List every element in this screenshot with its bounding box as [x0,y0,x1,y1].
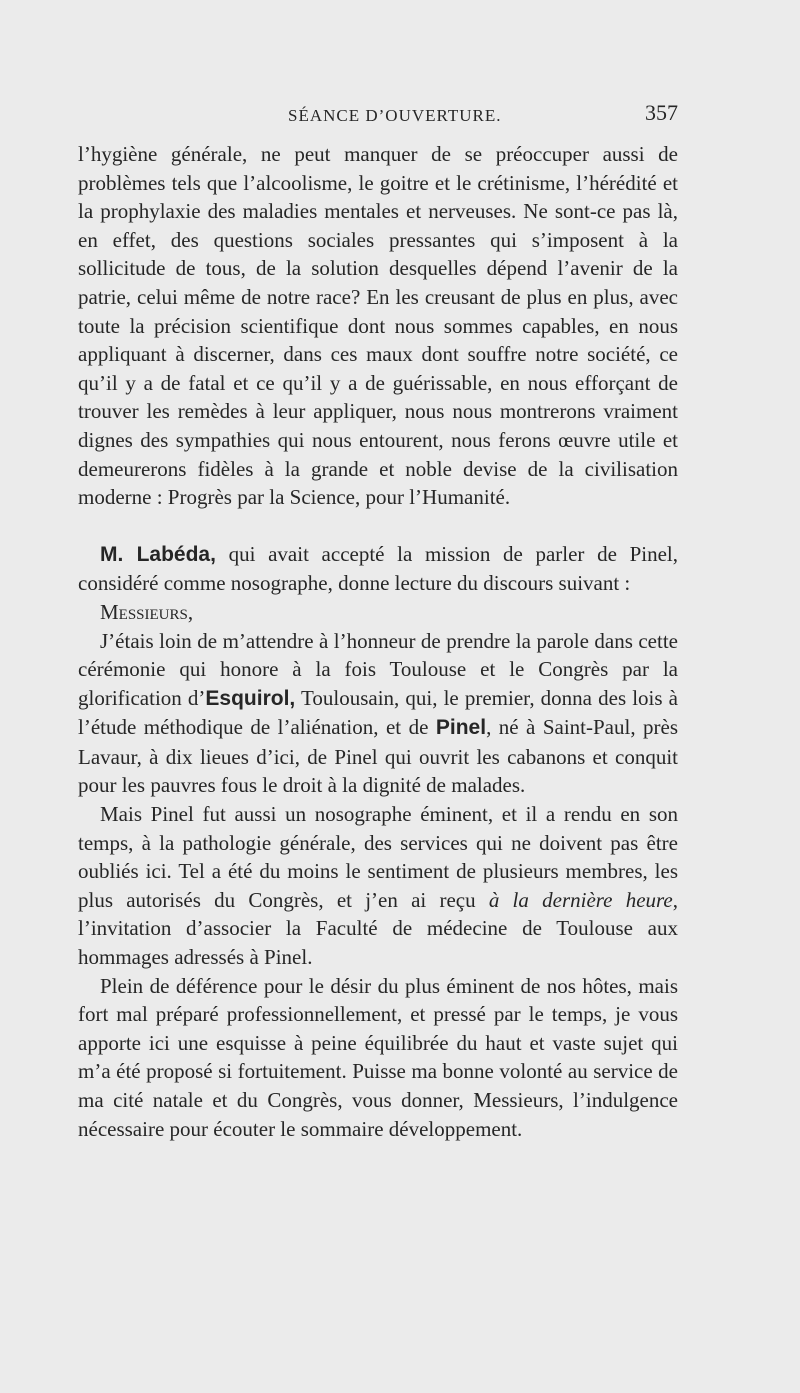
speech-1-part-c: , né à Saint-Paul, près Lavaur, à dix lieues d’ici, de Pinel qui ouvrit les cabanons et conquit pour les pauvres fous le droit à la dignité de malades. [78,715,679,798]
speech-1-part-b: Toulousain, qui, le premier, donna des lois à l’étude méthodique de l’aliénation, et de [78,685,678,740]
speaker-name: M. Labéda, [100,542,216,566]
paragraph-introduction [78,540,678,598]
speech-2-part-a: Mais Pinel fut aussi un nosographe éminent, et il a rendu en son temps, à la pathologie générale, des services qui ne doivent pas être oubliés ici. Tel a été du moins le sentiment de plusieurs membres, les plus autorisés du Congrès, et j’en ai reçu [78,802,678,912]
page-header [78,100,678,130]
paragraph-speech-2 [78,800,678,972]
speech-1-part-a: J’étais loin de m’attendre à l’honneur de prendre la parole dans cette cérémonie qui honore à la fois Toulouse et le Congrès par la glorification d’ [78,628,678,710]
name-pinel: Pinel [435,716,487,740]
name-esquirol: Esquirol, [205,686,296,710]
introduction-text: qui avait accepté la mission de parler de Pinel, considéré comme nosographe, donne lecture du discours suivant : [78,541,678,596]
paragraph-speech-1 [78,627,678,801]
page-number: 357 [645,100,678,125]
paragraph-speech-3: Plein de déférence pour le désir du plus éminent de nos hôtes, mais fort mal préparé professionnellement, et pressé par le temps, je vous apporte ici une esquisse à peine équilibrée du haut et vaste sujet qui m’a été proposé si fortuitement. Puisse ma bonne volonté au service de ma cité natale et du Congrès, vous donner, Messieurs, l’indulgence nécessaire pour écouter le sommaire développement. [78,973,678,1141]
speech-2-part-b: , l’invitation d’associer la Faculté de médecine de Toulouse aux hommages adressés à Pinel. [78,887,678,970]
paragraph-continuation: l’hygiène générale, ne peut manquer de se préoccuper aussi de problèmes tels que l’alcoolisme, le goitre et le crétinisme, l’hérédité et la prophylaxie des maladies mentales et nerveuses. Ne sont-ce pas là, en effet, des questions sociales pressantes qui s’imposent à la sollicitude de tous, de la solution desquelles dépend l’avenir de la patrie, celui même de notre race? En les creusant de plus en plus, avec toute la précision scientifique dont nous sommes capables, en nous appliquant à discerner, dans ces maux dont souffre notre société, ce qu’il y a de fatal et ce qu’il y a de guérissable, en nous efforçant de trouver les remèdes à leur appliquer, nous nous montrerons vraiment dignes des sympathies qui nous entourent, nous ferons œuvre utile et demeurerons fidèles à la grande et noble devise de la civilisation moderne : Progrès par la Science, pour l’Humanité. [78,142,678,510]
speech-2-italic: à la dernière heure [488,887,673,912]
salutation: Messieurs, [100,599,194,624]
running-title: SÉANCE D’OUVERTURE. [288,106,502,125]
body-text [78,140,678,1143]
